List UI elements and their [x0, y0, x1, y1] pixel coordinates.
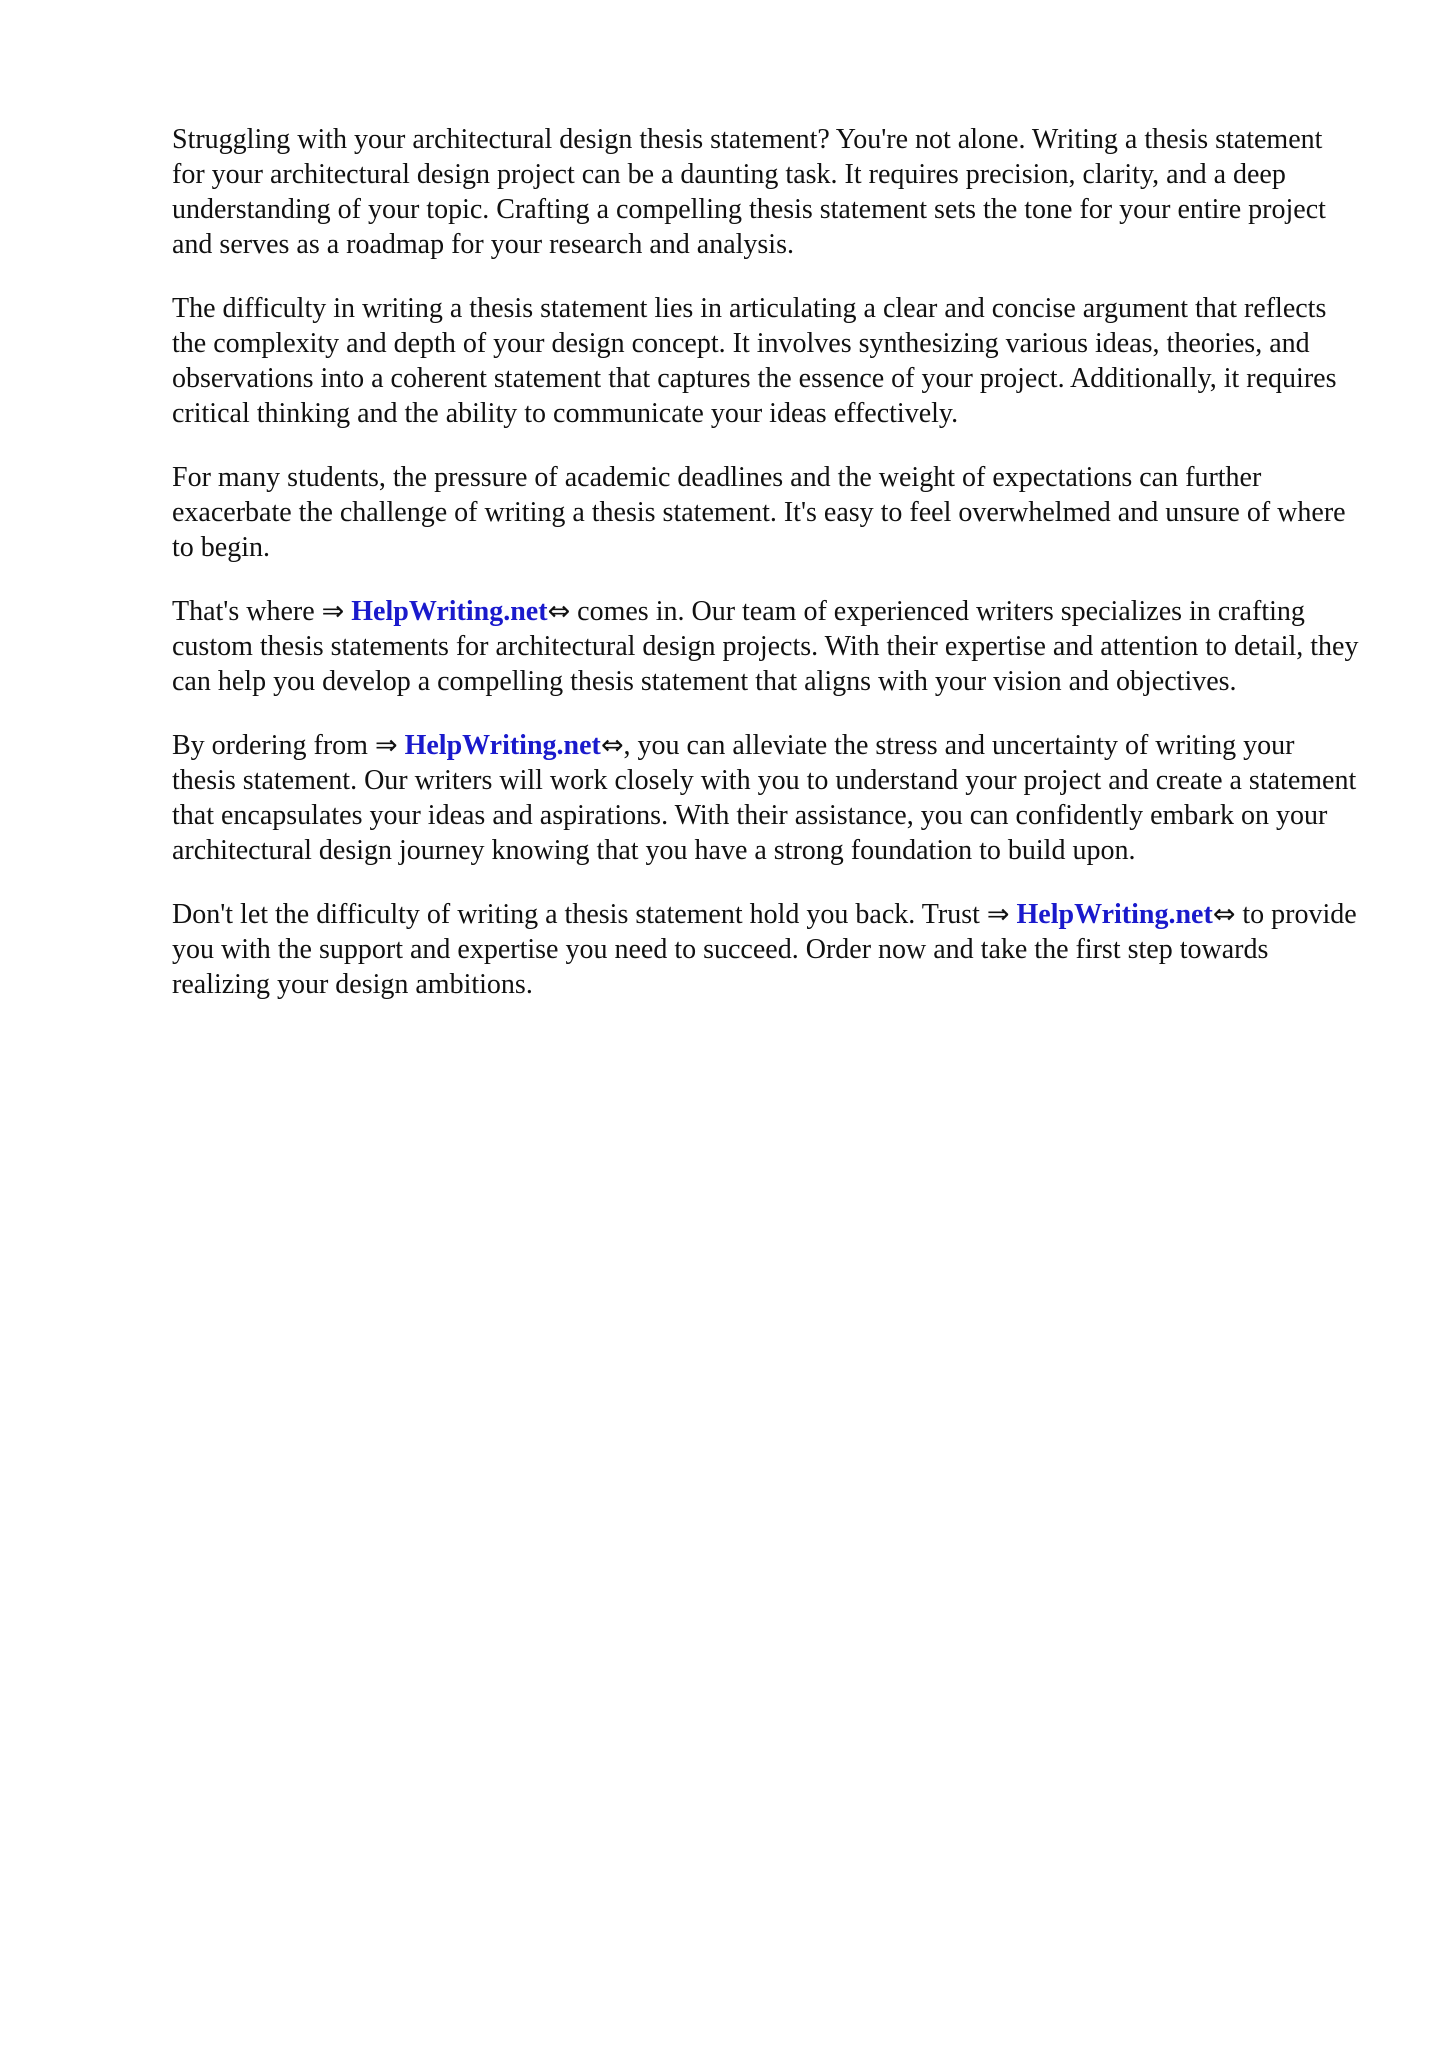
- paragraph-text-before: That's where: [172, 596, 322, 627]
- helpwriting-link[interactable]: HelpWriting.net: [351, 596, 548, 627]
- paragraph-text-after: comes in. Our team of experienced writers specializes in crafting custom thesis statements for architectural design projects. With their expertise and attention to detail, they can help you develop a compelling thesis statement that aligns with your vision and objectives.: [172, 596, 1359, 697]
- paragraph-pressure: For many students, the pressure of academic deadlines and the weight of expectations can further exacerbate the challenge of writing a thesis statement. It's easy to feel overwhelmed and unsure of where to begin.: [172, 462, 1346, 563]
- paragraph-dont-let: [172, 897, 1362, 1002]
- paragraph-thats-where: [172, 594, 1362, 699]
- paragraph-text-before: Don't let the difficulty of writing a thesis statement hold you back. Trust: [172, 899, 987, 930]
- paragraph-difficulty: The difficulty in writing a thesis statement lies in articulating a clear and concise argument that reflects the complexity and depth of your design concept. It involves synthesizing various ideas, theories, and observations into a coherent statement that captures the essence of your project. Additionally, it requires critical thinking and the ability to communicate your ideas effectively.: [172, 293, 1337, 429]
- left-right-double-arrow-icon: ⇔: [600, 730, 624, 761]
- document-body: [172, 122, 1362, 1031]
- paragraph-by-ordering: [172, 728, 1362, 868]
- paragraph-text-before: By ordering from: [172, 730, 375, 761]
- right-double-arrow-icon: ⇒: [374, 730, 398, 761]
- right-double-arrow-icon: ⇒: [321, 596, 345, 627]
- helpwriting-link[interactable]: HelpWriting.net: [1016, 899, 1213, 930]
- left-right-double-arrow-icon: ⇔: [1212, 899, 1236, 930]
- paragraph-text-after: to provide you with the support and expertise you need to succeed. Order now and take the first step towards realizing your design ambitions.: [172, 899, 1357, 1000]
- helpwriting-link[interactable]: HelpWriting.net: [404, 730, 601, 761]
- paragraph-intro: Struggling with your architectural design thesis statement? You're not alone. Writing a thesis statement for your architectural design project can be a daunting task. It requires precision, clarity, and a deep understanding of your topic. Crafting a compelling thesis statement sets the tone for your entire project and serves as a roadmap for your research and analysis.: [172, 124, 1326, 260]
- paragraph-text-after: , you can alleviate the stress and uncertainty of writing your thesis statement. Our writers will work closely with you to understand your project and create a statement that encapsulates your ideas and aspirations. With their assistance, you can confidently embark on your architectural design journey knowing that you have a strong foundation to build upon.: [172, 730, 1357, 866]
- right-double-arrow-icon: ⇒: [986, 899, 1010, 930]
- left-right-double-arrow-icon: ⇔: [547, 596, 571, 627]
